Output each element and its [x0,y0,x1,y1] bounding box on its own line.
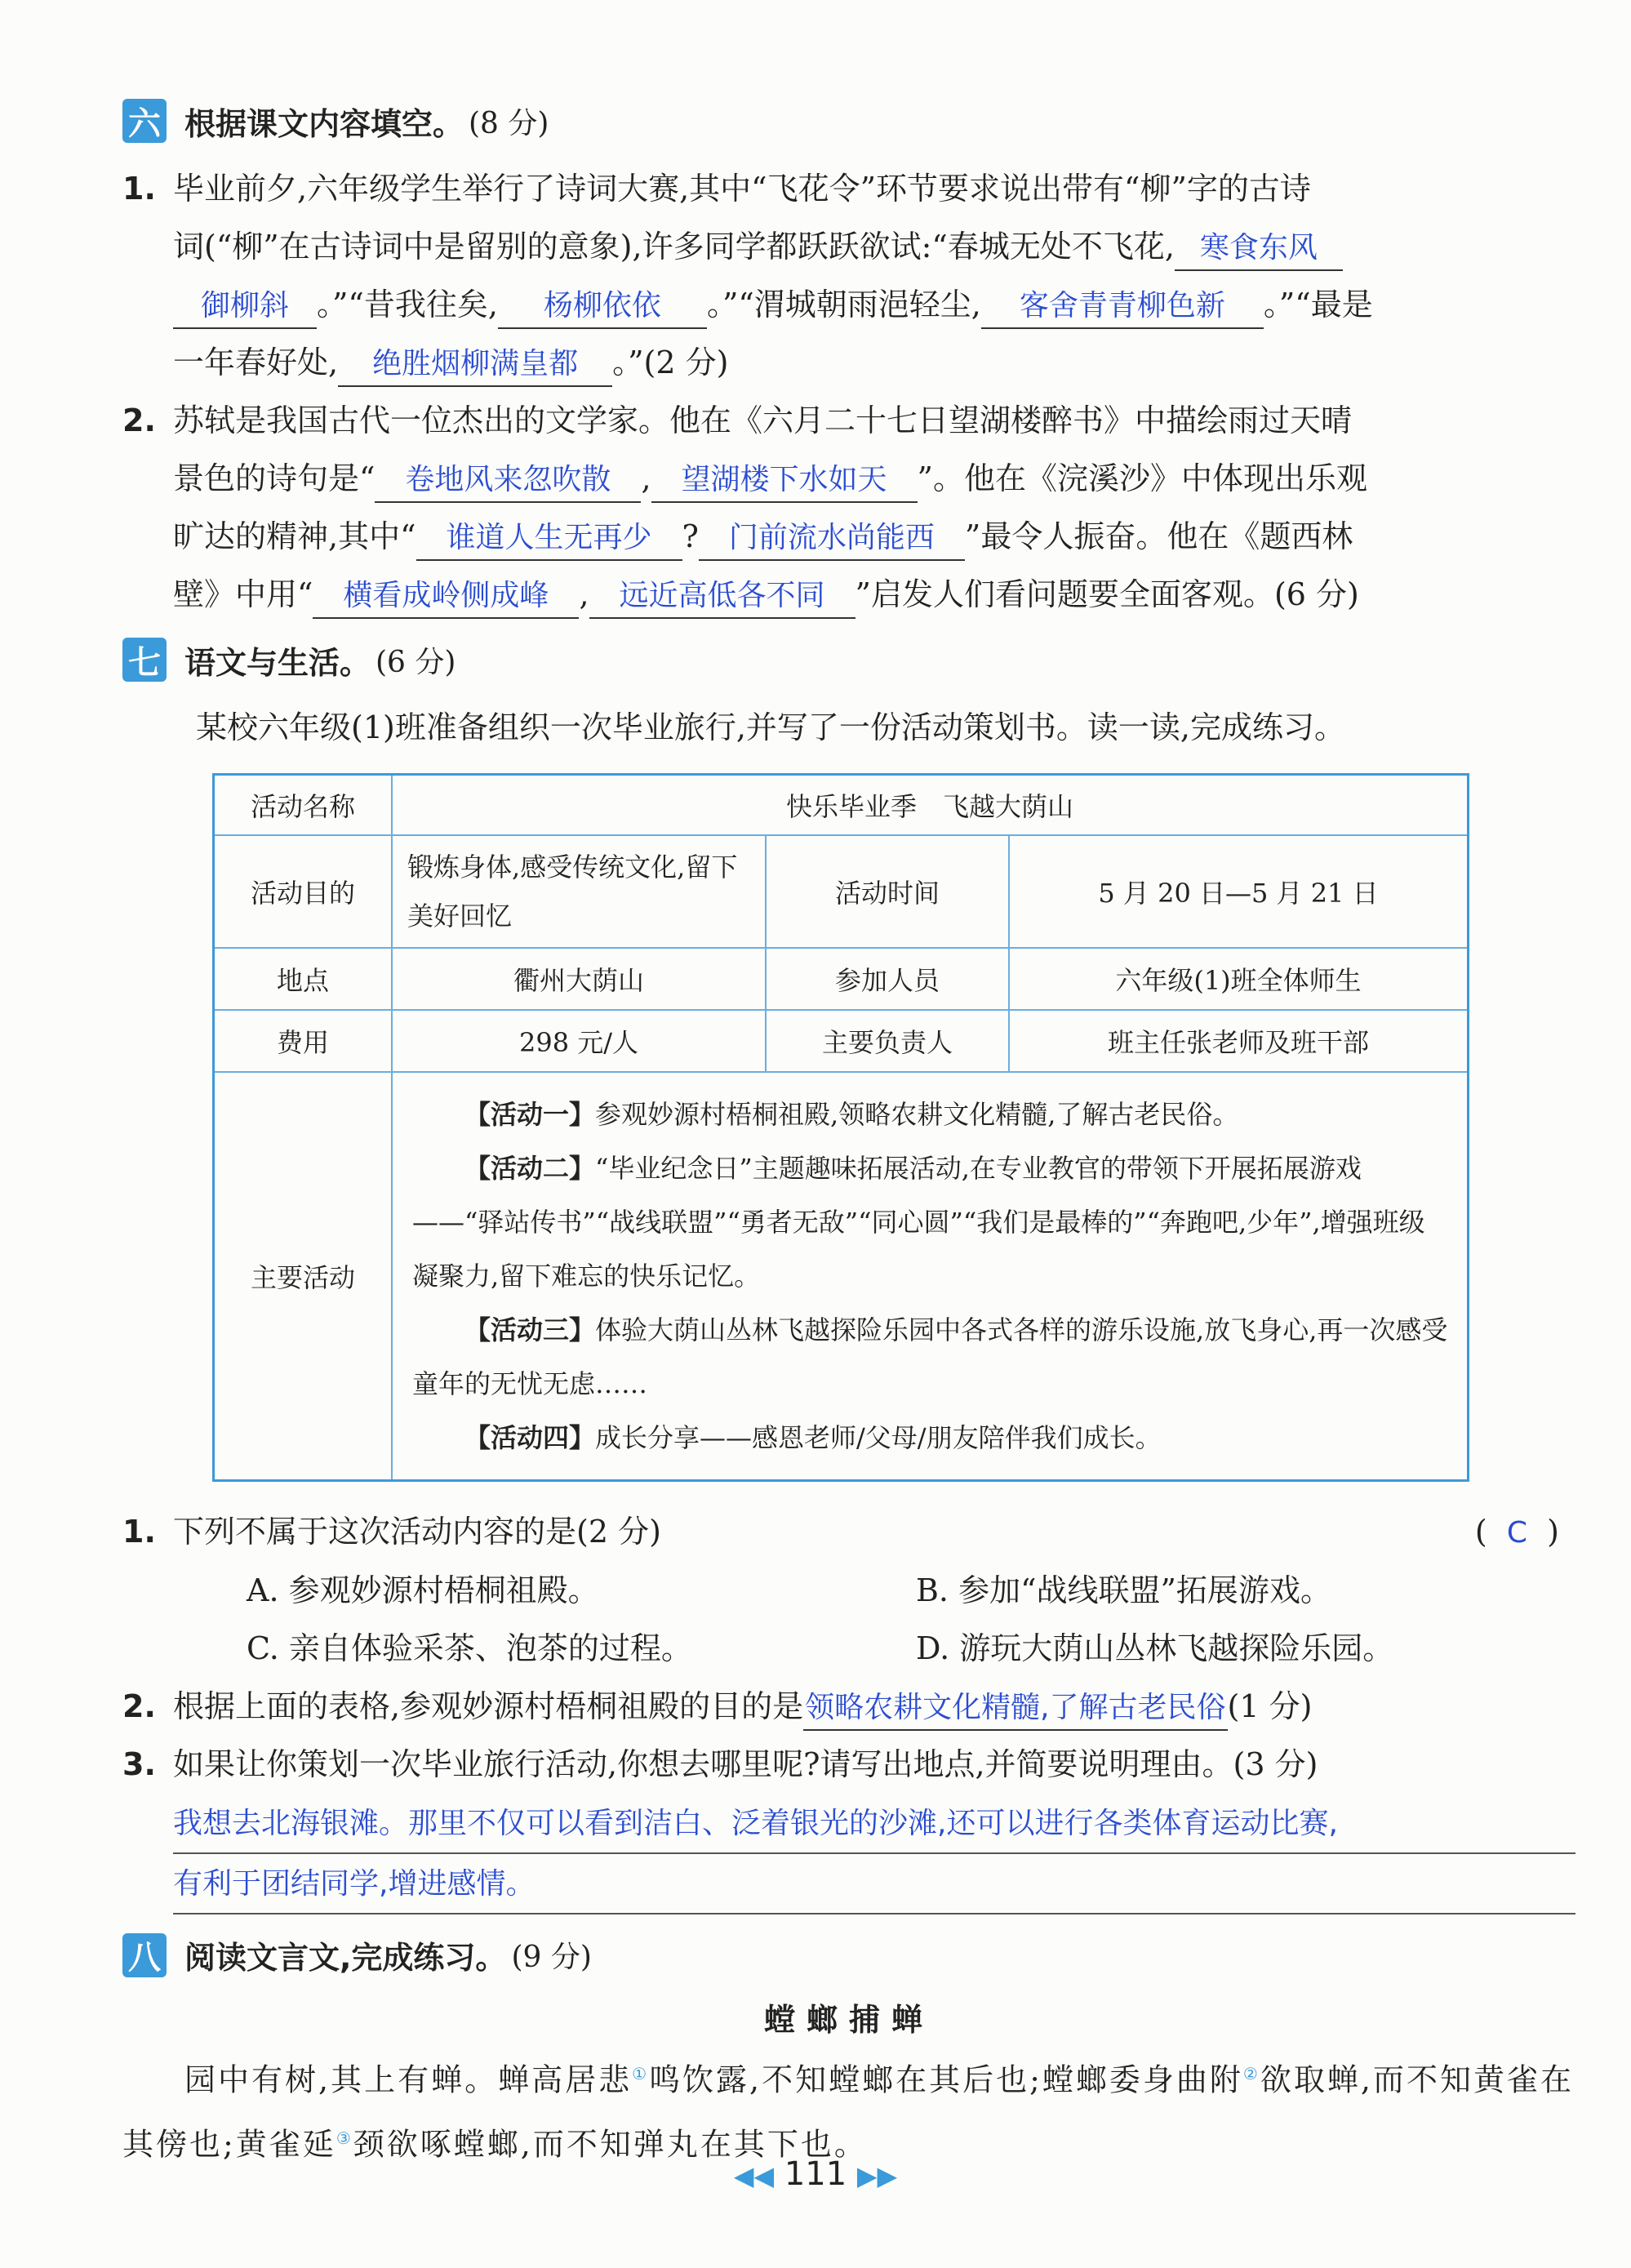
activity-2 [412,1141,1451,1303]
section-6-score: (8 分) [469,106,549,140]
s7-q2-text: 根据上面的表格,参观妙源村梧桐祖殿的目的是 [173,1688,804,1724]
table-cell-label: 地点 [214,948,393,1010]
section-6-badge: 六 [122,99,167,143]
s6-q2-answer-2[interactable]: 望湖楼下水如天 [651,459,918,503]
section-7-score: (6 分) [376,645,456,679]
s7-q1-answer[interactable]: C [1506,1515,1527,1550]
section-8-score: (9 分) [511,1941,592,1974]
s6-q2-text: 景色的诗句是“ [173,460,376,496]
s7-q2-score: (1 分) [1227,1688,1313,1724]
s6-q2-text: ”。他在《浣溪沙》中体现出乐观 [917,460,1367,496]
s6-q2-number: 2. [122,402,156,438]
s6-q2-answer-3[interactable]: 谁道人生无再少 [416,517,682,561]
s6-q1-text: 一年春好处, [173,345,339,380]
s6-q2-text: ? [682,518,699,554]
activity-1-tag: 【活动一】 [464,1098,596,1130]
s7-q3-answer-line-1[interactable] [173,1794,1575,1854]
s6-q1-text: 毕业前夕,六年级学生举行了诗词大赛,其中“飞花令”环节要求说出带有“柳”字的古诗 [173,171,1311,207]
s6-q2-text: ”启发人们看问题要全面客观。(6 分) [855,576,1359,612]
s7-question-1 [49,1503,1575,1562]
s7-q3-number: 3. [122,1745,156,1782]
page-number: 111 [784,2155,847,2193]
table-cell-label: 参加人员 [766,948,1009,1010]
s6-q2-answer-5[interactable]: 横看成岭侧成峰 [313,575,579,619]
footnote-marker: ③ [336,2128,353,2149]
activity-plan-table [212,773,1469,1482]
table-cell-value: 六年级(1)班全体师生 [1009,948,1469,1010]
table-cell-value: 锻炼身体,感受传统文化,留下美好回忆 [392,835,766,948]
s7-q1-number: 1. [122,1513,156,1550]
passage-text: 知黄雀在其傍也;黄雀延 [122,2061,1574,2163]
activity-4 [412,1411,1451,1465]
s7-q1-options [122,1562,1575,1678]
passage-text: 园中有树,其上有蝉。蝉高居悲 [184,2061,633,2098]
s7-q1-text: 下列不属于这次活动内容的是(2 分) [173,1513,661,1550]
s6-q1-text: 。”“昔我往矣, [317,287,498,322]
activity-4-tag: 【活动四】 [464,1421,596,1453]
activity-3-tag: 【活动三】 [464,1314,596,1345]
page-footer [0,2155,1631,2193]
section-8-badge: 八 [122,1933,167,1977]
s7-q2-answer[interactable]: 领略农耕文化精髓,了解古老民俗 [803,1687,1227,1731]
passage-title: 螳螂捕蝉 [763,2001,934,2038]
s6-q1-answer-2[interactable]: 御柳斜 [173,285,317,329]
option-a[interactable]: A. 参观妙源村梧桐祖殿。 [247,1572,599,1608]
s6-q2-text: 苏轼是我国古代一位杰出的文学家。他在《六月二十七日望湖楼醉书》中描绘雨过天晴 [173,402,1353,438]
s6-q2-text: 旷达的精神,其中“ [173,518,416,554]
s6-q1-answer-4[interactable]: 客舍青青柳色新 [981,285,1264,329]
s6-q1-text: 。”(2 分) [612,345,729,380]
classical-passage [122,2044,1575,2174]
activity-4-text: 成长分享——感恩老师/父母/朋友陪伴我们成长。 [595,1421,1162,1453]
s6-q1-answer-5[interactable]: 绝胜烟柳满皇都 [338,343,612,387]
section-8-title: 阅读文言文,完成练习。 [184,1940,507,1976]
s7-q1-answer-box[interactable] [1475,1503,1559,1562]
table-cell-label: 主要活动 [214,1072,393,1481]
section-7-title: 语文与生活。 [184,644,371,681]
s6-q1-text: 。”“渭城朝雨浥轻尘, [706,287,981,322]
passage-text: 欲取蝉,而不 [1260,2061,1440,2098]
main-activities-cell [392,1072,1469,1481]
table-cell-label: 活动目的 [214,835,393,948]
s6-q2-text: , [579,576,589,612]
s6-q2-answer-1[interactable]: 卷地风来忽吹散 [375,459,641,503]
table-cell-value: 快乐毕业季 飞越大荫山 [392,775,1469,835]
s6-q2-answer-6[interactable]: 远近高低各不同 [589,575,855,619]
activity-3-text: 体验大荫山丛林飞越探险乐园中各式各样的游乐设施,放飞身心,再一次感受童年的无忧无虑…… [412,1314,1448,1399]
table-cell-label: 主要负责人 [766,1010,1009,1072]
activity-2-tag: 【活动二】 [464,1152,596,1184]
table-cell-value: 5 月 20 日—5 月 21 日 [1009,835,1469,948]
footnote-marker: ② [1242,2063,1260,2083]
activity-3 [412,1303,1451,1411]
section-7-intro: 某校六年级(1)班准备组织一次毕业旅行,并写了一份活动策划书。读一读,完成练习。 [196,709,1345,745]
s7-q3-answer-1: 我想去北海银滩。那里不仅可以看到洁白、泛着银光的沙滩,还可以进行各类体育运动比赛, [173,1806,1338,1840]
option-c[interactable]: C. 亲自体验采茶、泡茶的过程。 [247,1630,692,1666]
section-6-title: 根据课文内容填空。 [184,105,464,142]
table-cell-label: 活动名称 [214,775,393,835]
s6-q1-answer-3[interactable]: 杨柳依依 [498,285,707,329]
s6-q2-text: 壁》中用“ [173,576,313,612]
s6-q2-text: , [641,460,651,496]
table-cell-value: 衢州大荫山 [392,948,766,1010]
option-b[interactable]: B. 参加“战线联盟”拓展游戏。 [916,1572,1331,1608]
passage-text: 鸣饮露,不知螳螂在其后也;螳螂委身曲附 [649,2061,1243,2098]
s7-q3-answer-line-2[interactable] [173,1854,1575,1914]
s6-question-2 [49,392,1575,624]
table-cell-value: 298 元/人 [392,1010,766,1072]
s6-question-1 [49,160,1575,392]
passage-text: 颈欲啄螳螂,而不知弹丸在其下也。 [353,2126,868,2163]
footnote-marker: ① [632,2063,650,2083]
s6-q1-text: 。”“最是 [1263,287,1373,322]
section-8-header [122,1931,1575,1980]
paren: ) [1547,1513,1559,1550]
next-arrow-icon: ▶▶ [856,2160,898,2191]
option-d[interactable]: D. 游玩大荫山丛林飞越探险乐园。 [916,1630,1394,1666]
s6-q2-answer-4[interactable]: 门前流水尚能西 [699,517,965,561]
prev-arrow-icon: ◀◀ [733,2160,775,2191]
activity-1-text: 参观妙源村梧桐祖殿,领略农耕文化精髓,了解古老民俗。 [595,1098,1239,1130]
activity-2-text: “毕业纪念日”主题趣味拓展活动,在专业教官的带领下开展拓展游戏——“驿站传书”“战线联盟”“勇者无敌”“同心圆”“我们是最棒的”“奔跑吧,少年”,增强班级凝聚力,留下难忘的快乐记忆。 [412,1152,1425,1292]
s6-q2-text: ”最令人振奋。他在《题西林 [964,518,1353,554]
activity-1 [412,1087,1451,1141]
s7-question-2 [49,1678,1575,1736]
table-cell-value: 班主任张老师及班干部 [1009,1010,1469,1072]
table-cell-label: 活动时间 [766,835,1009,948]
s7-q2-number: 2. [122,1688,156,1724]
table-cell-label: 费用 [214,1010,393,1072]
section-6-header [122,96,1575,145]
s7-q3-answer-2: 有利于团结同学,增进感情。 [173,1866,536,1901]
s6-q1-text: 词(“柳”在古诗词中是留别的意象),许多同学都跃跃欲试:“春城无处不飞花, [173,229,1175,265]
section-7-header [122,635,1575,684]
s7-question-3 [49,1736,1575,1914]
s6-q1-number: 1. [122,171,156,207]
page-content [122,96,1575,2174]
section-7-badge: 七 [122,638,167,682]
s6-q1-answer-1[interactable]: 寒食东风 [1175,227,1343,271]
paren: ( [1474,1513,1487,1550]
s7-q3-text: 如果让你策划一次毕业旅行活动,你想去哪里呢?请写出地点,并简要说明理由。(3 分) [173,1745,1318,1782]
